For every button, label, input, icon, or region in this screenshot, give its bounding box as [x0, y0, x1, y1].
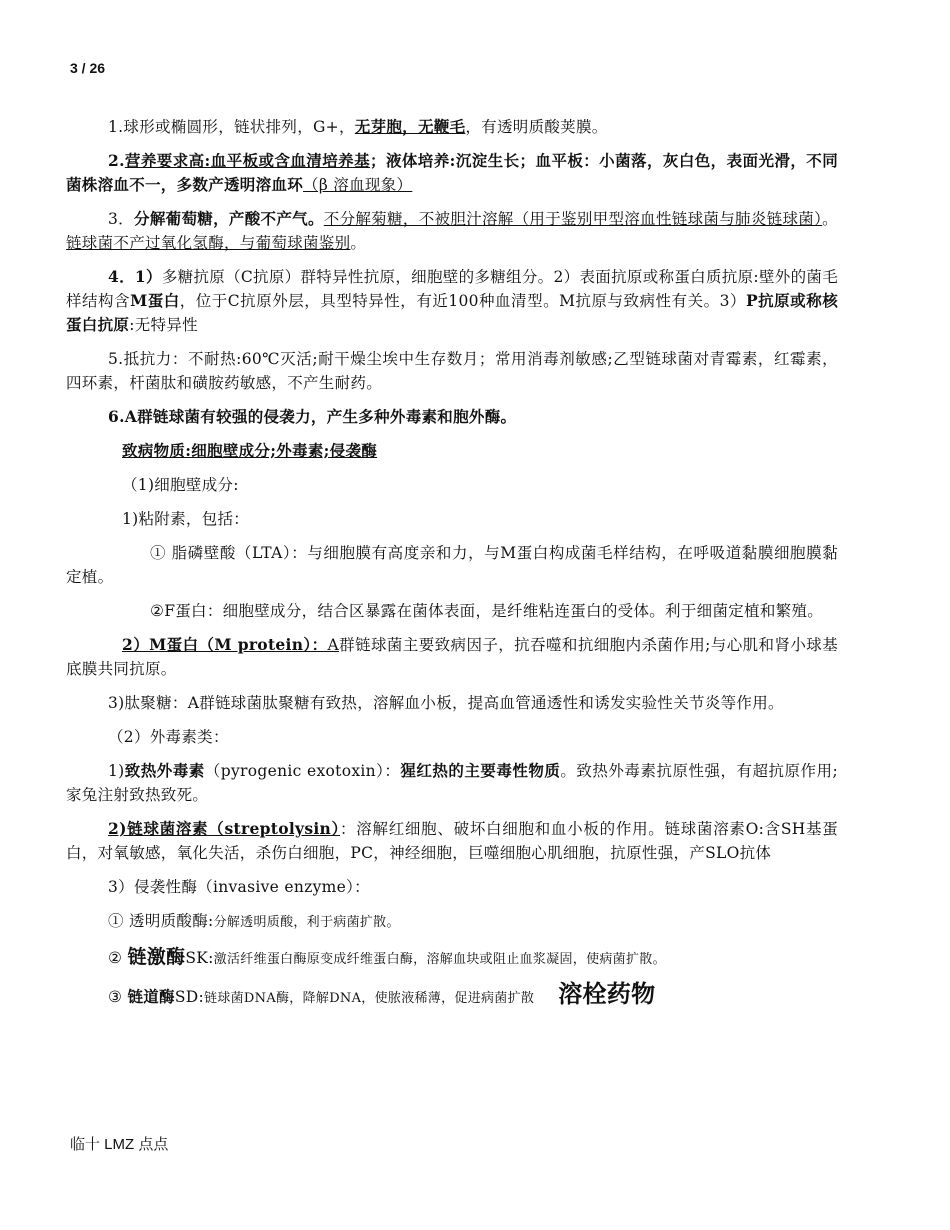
heading-adhesins: 1)粘附素，包括： — [122, 510, 250, 528]
paragraph-m-protein: 2）M蛋白（M protein）：A群链球菌主要致病因子，抗吞噬和抗细胞内杀菌作用;与心肌和肾小球基底膜共同抗原。 — [66, 635, 838, 678]
paragraph-streptolysin: 2)链球菌溶素（streptolysin）：溶解红细胞、破坏白细胞和血小板的作用。链球菌溶素O:含SH基蛋白，对氧敏感，氧化失活，杀伤白细胞，PC，神经细胞，巨噬细胞心肌细胞，抗原性强，产SLO抗体 — [66, 819, 839, 862]
paragraph-streptodornase: ③ 链道酶SD:链球菌DNA酶，降解DNA，使脓液稀薄，促进病菌扩散 溶栓药物 — [108, 980, 656, 1008]
heading-virulence-factors: 致病物质:细胞壁成分;外毒素;侵袭酶 — [122, 441, 378, 460]
paragraph-f-protein: ②F蛋白：细胞壁成分，结合区暴露在菌体表面，是纤维粘连蛋白的受体。利于细菌定植和繁殖。 — [150, 602, 824, 620]
heading-invasive-enzymes: 3）侵袭性酶（invasive enzyme）： — [108, 878, 370, 896]
paragraph-culture: 2.营养要求高:血平板或含血清培养基；液体培养:沉淀生长；血平板：小菌落，灰白色，表面光滑，不同菌株溶血不一，多数产透明溶血环（β 溶血现象） — [66, 151, 838, 194]
page-number: 3 / 26 — [70, 60, 106, 76]
paragraph-invasiveness: 6.A群链球菌有较强的侵袭力，产生多种外毒素和胞外酶。 — [108, 407, 517, 426]
paragraph-resistance: 5.抵抗力：不耐热:60℃灭活;耐干燥尘埃中生存数月；常用消毒剂敏感;乙型链球菌对青霉素，红霉素，四环素，杆菌肽和磺胺药敏感，不产生耐药。 — [66, 350, 838, 392]
paragraph-antigens: 4．1）多糖抗原（C抗原）群特异性抗原，细胞壁的多糖组分。2）表面抗原或称蛋白质抗原:壁外的菌毛样结构含M蛋白，位于C抗原外层，具型特异性，有近100种血清型。M抗原与致病性有关。3）P抗原或称核蛋白抗原:无特异性 — [66, 267, 839, 334]
document-body — [66, 115, 838, 1021]
paragraph-hyaluronidase: ① 透明质酸酶:分解透明质酸，利于病菌扩散。 — [108, 912, 400, 930]
paragraph-pyrogenic-exotoxin: 1)致热外毒素（pyrogenic exotoxin）：猩红热的主要毒性物质。致热外毒素抗原性强，有超抗原作用;家兔注射致热致死。 — [66, 761, 838, 804]
thrombolytic-note: 溶栓药物 — [558, 980, 656, 1008]
heading-exotoxins: （2）外毒素类： — [108, 728, 229, 746]
paragraph-morphology: 1.球形或椭圆形，链状排列，G+，无芽胞，无鞭毛，有透明质酸荚膜。 — [108, 117, 608, 136]
paragraph-biochemistry: 3．分解葡萄糖，产酸不产气。不分解菊糖，不被胆汁溶解（用于鉴别甲型溶血性链球菌与肺炎链球菌）。链球菌不产过氧化氢酶，与葡萄球菌鉴别。 — [66, 209, 838, 252]
paragraph-peptidoglycan: 3)肽聚糖：A群链球菌肽聚糖有致热，溶解血小板，提高血管通透性和诱发实验性关节炎等作用。 — [108, 694, 784, 712]
paragraph-lta: ① 脂磷壁酸（LTA）：与细胞膜有高度亲和力，与M蛋白构成菌毛样结构，在呼吸道黏膜细胞膜黏定植。 — [66, 544, 838, 586]
footer-text: 临十 LMZ 点点 — [70, 1136, 169, 1153]
heading-cell-wall: （1)细胞壁成分: — [122, 476, 239, 494]
paragraph-streptokinase: ② 链激酶SK:激活纤维蛋白酶原变成纤维蛋白酶，溶解血块或阻止血浆凝固，使病菌扩散。 — [108, 946, 666, 968]
